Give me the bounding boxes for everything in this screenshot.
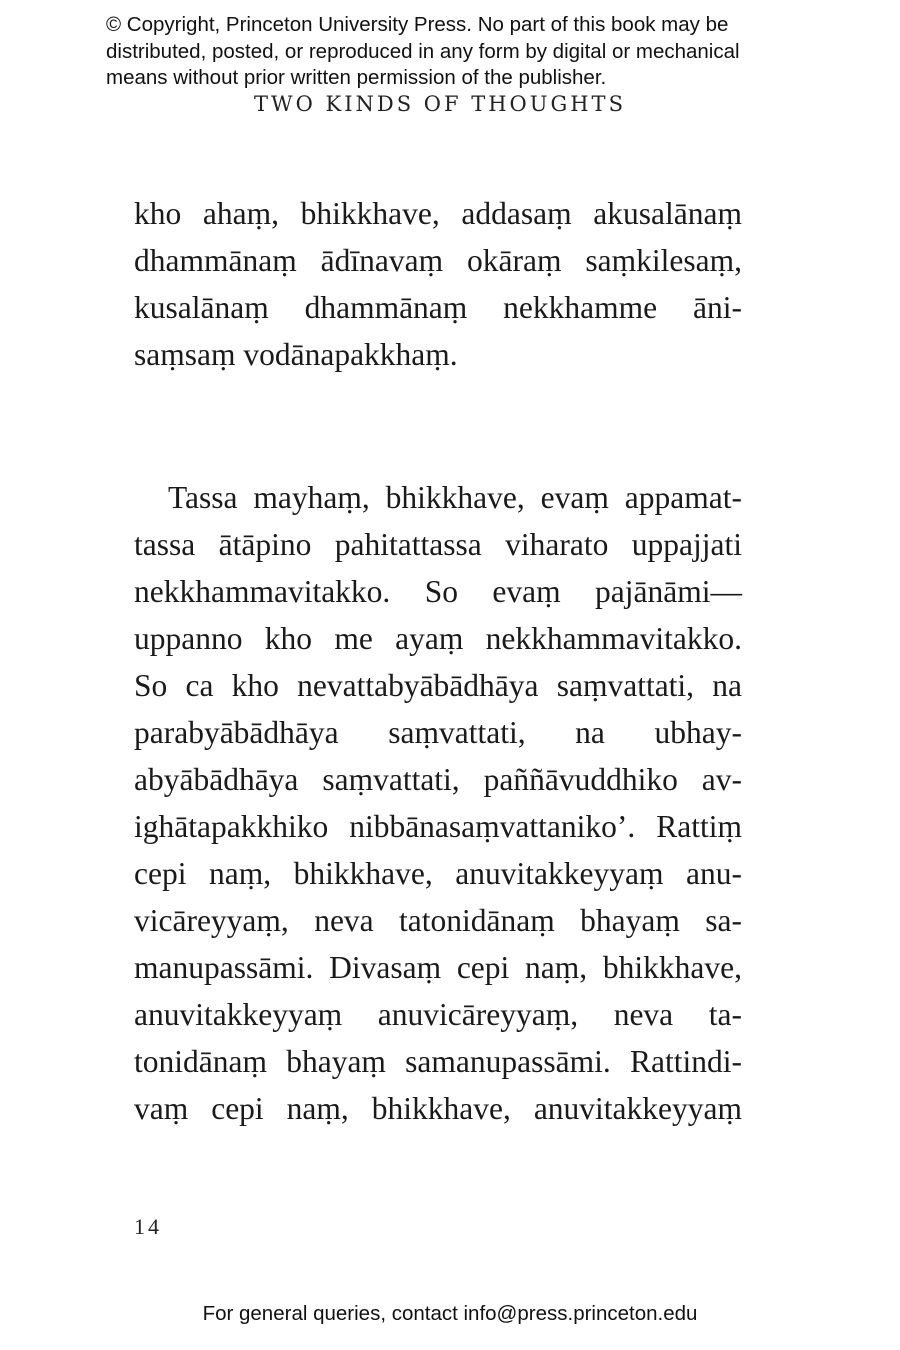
text-line: kusalānaṃ dhammānaṃ nekkhamme āni- — [134, 290, 742, 325]
text-line: Tassa mayhaṃ, bhikkhave, evaṃ appamat- — [168, 480, 742, 515]
paragraph-1 — [134, 190, 742, 378]
copyright-line: distributed, posted, or reproduced in any form by digital or mechanical — [106, 39, 740, 63]
text-line: So ca kho nevattabyābādhāya saṃvattati, na — [134, 668, 742, 703]
text-line: abyābādhāya saṃvattati, paññāvuddhiko av- — [134, 762, 742, 797]
text-line: dhammānaṃ ādīnavaṃ okāraṃ saṃkilesaṃ, — [134, 243, 742, 278]
text-line: ighātapakkhiko nibbānasaṃvattaniko’. Rattiṃ — [134, 809, 742, 844]
text-line: tonidānaṃ bhayaṃ samanupassāmi. Rattindi- — [134, 1044, 742, 1079]
page-number: 14 — [134, 1214, 162, 1239]
text-line: vicāreyyaṃ, neva tatonidānaṃ bhayaṃ sa- — [134, 903, 742, 938]
text-line: uppanno kho me ayaṃ nekkhammavitakko. — [134, 621, 742, 656]
text-line: tassa ātāpino pahitattassa viharato uppajjati — [134, 527, 742, 562]
text-line: kho ahaṃ, bhikkhave, addasaṃ akusalānaṃ — [134, 196, 742, 231]
text-line: saṃsaṃ vodānapakkhaṃ. — [134, 337, 458, 372]
text-line: parabyābādhāya saṃvattati, na ubhay- — [134, 715, 742, 750]
text-line: nekkhammavitakko. So evaṃ pajānāmi— — [134, 574, 742, 609]
copyright-line: © Copyright, Princeton University Press. No part of this book may be — [106, 13, 729, 36]
footer-contact: For general queries, contact info@press.princeton.edu — [202, 1302, 698, 1325]
text-line: cepi naṃ, bhikkhave, anuvitakkeyyaṃ anu- — [134, 856, 742, 891]
copyright-line: means without prior written permission of the publisher. — [106, 66, 607, 89]
text-line: anuvitakkeyyaṃ anuvicāreyyaṃ, neva ta- — [134, 997, 742, 1032]
running-head: TWO KINDS OF THOUGHTS — [254, 92, 626, 116]
text-line: manupassāmi. Divasaṃ cepi naṃ, bhikkhave, — [134, 950, 742, 985]
copyright-notice — [106, 12, 826, 92]
text-line: vaṃ cepi naṃ, bhikkhave, anuvitakkeyyaṃ — [134, 1091, 742, 1126]
paragraph-2 — [134, 474, 742, 1132]
